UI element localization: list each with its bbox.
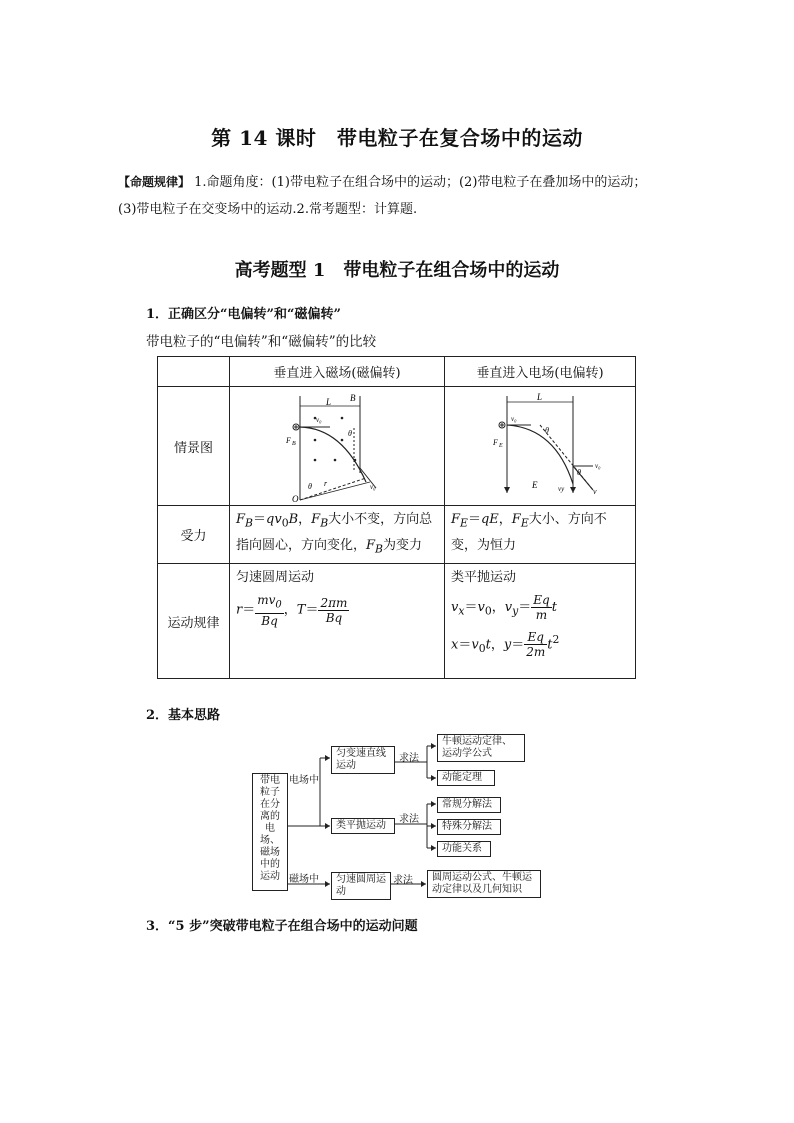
svg-text:θ: θ [545,425,549,435]
svg-text:L: L [537,391,543,402]
svg-text:E: E [499,442,503,449]
row-label-motion: 运动规律 [158,564,230,679]
flow-box-uniform-linear: 匀变速直线运动 [331,746,395,774]
flow-label-electric: 电场中 [289,775,319,786]
svg-text:θ: θ [348,428,352,438]
svg-text:L: L [326,396,332,407]
svg-text:θ: θ [577,467,581,477]
svg-text:θ: θ [308,481,312,491]
electric-motion-type: 类平抛运动 [451,570,517,586]
electric-formula-displacement: $x=v_0t$，y＝ $\frac{Eq}{2m}$ $t^2$ [451,630,560,660]
section1-heading: 1．正确区分“电偏转”和“磁偏转” [146,307,341,322]
svg-text:v₀: v₀ [595,461,601,470]
flow-box-circle-formula: 圆周运动公式、牛顿运动定律以及几何知识 [427,870,541,898]
flow-root-box: 带电粒子在分离的电场、磁场中的运动 [252,773,288,891]
svg-text:B: B [292,440,296,447]
electric-formula-velocity: $v_x=v_0$，$v_y=$ $\frac{Eq}{m}$ t [451,593,557,623]
magnetic-force-cell: $F_B=qv_0B$，$F_B$大小不变，方向总指向圆心，方向变化，$F_B$为变力 [230,506,445,564]
svg-text:B: B [350,392,356,403]
svg-text:F: F [493,437,498,447]
svg-text:vy: vy [558,484,565,493]
flow-box-special-decomp: 特殊分解法 [437,819,501,835]
section3-heading: 3．“5 步”突破带电粒子在组合场中的运动问题 [146,919,418,934]
electric-force-cell: $F_E=qE$，$F_E$大小、方向不变，为恒力 [445,506,636,564]
magnetic-motion-type: 匀速圆周运动 [236,570,315,586]
flow-box-work-energy: 功能关系 [437,841,491,857]
section2-heading: 2．基本思路 [146,708,221,723]
flow-method-1: 求法 [399,753,419,764]
flow-method-3: 求法 [393,875,413,886]
magnetic-formula: r＝ $\frac{mv_0}{Bq}$ ，T＝ $\frac{2\pi m}{Bq}$ [236,593,348,628]
svg-text:v₀: v₀ [316,415,322,424]
header-electric: 垂直进入电场(电偏转) [445,357,636,387]
flow-label-magnetic: 磁场中 [289,874,319,885]
section-title: 高考题型 1 带电粒子在组合场中的运动 [234,260,560,281]
flow-box-projectile: 类平抛运动 [331,818,395,834]
svg-text:v: v [593,486,597,496]
flow-method-2: 求法 [399,814,419,825]
electric-force-text: 大小、方向不变，为恒力 [451,512,607,553]
rules-tag: 【命题规律】 [118,175,191,189]
magnetic-force-text: 大小不变，方向总指向圆心，方向变化， [236,512,433,553]
rules-text-1: 1.命题角度：(1)带电粒子在组合场中的运动；(2)带电粒子在叠加场中的运动； [194,175,647,190]
flow-box-newton: 牛顿运动定律、运动学公式 [437,734,525,762]
magnetic-force-end: 为变力 [383,537,423,553]
row-label-force: 受力 [158,506,230,564]
svg-text:r: r [324,478,328,488]
svg-text:E: E [532,479,538,490]
svg-text:O: O [292,493,299,504]
flow-box-circular: 匀速圆周运动 [331,872,391,900]
row-label-scene: 情景图 [158,387,230,506]
svg-text:F: F [286,435,291,445]
svg-text:v₀: v₀ [370,482,376,491]
page-title: 第 14 课时 带电粒子在复合场中的运动 [211,126,583,150]
svg-text:v₀: v₀ [511,414,517,423]
section1-intro: 带电粒子的“电偏转”和“磁偏转”的比较 [146,334,377,350]
flow-box-regular-decomp: 常规分解法 [437,797,501,813]
flow-box-energy-theorem: 动能定理 [437,770,495,786]
header-magnetic: 垂直进入磁场(磁偏转) [230,357,445,387]
rules-text-2: (3)带电粒子在交变场中的运动.2.常考题型：计算题. [118,202,418,217]
